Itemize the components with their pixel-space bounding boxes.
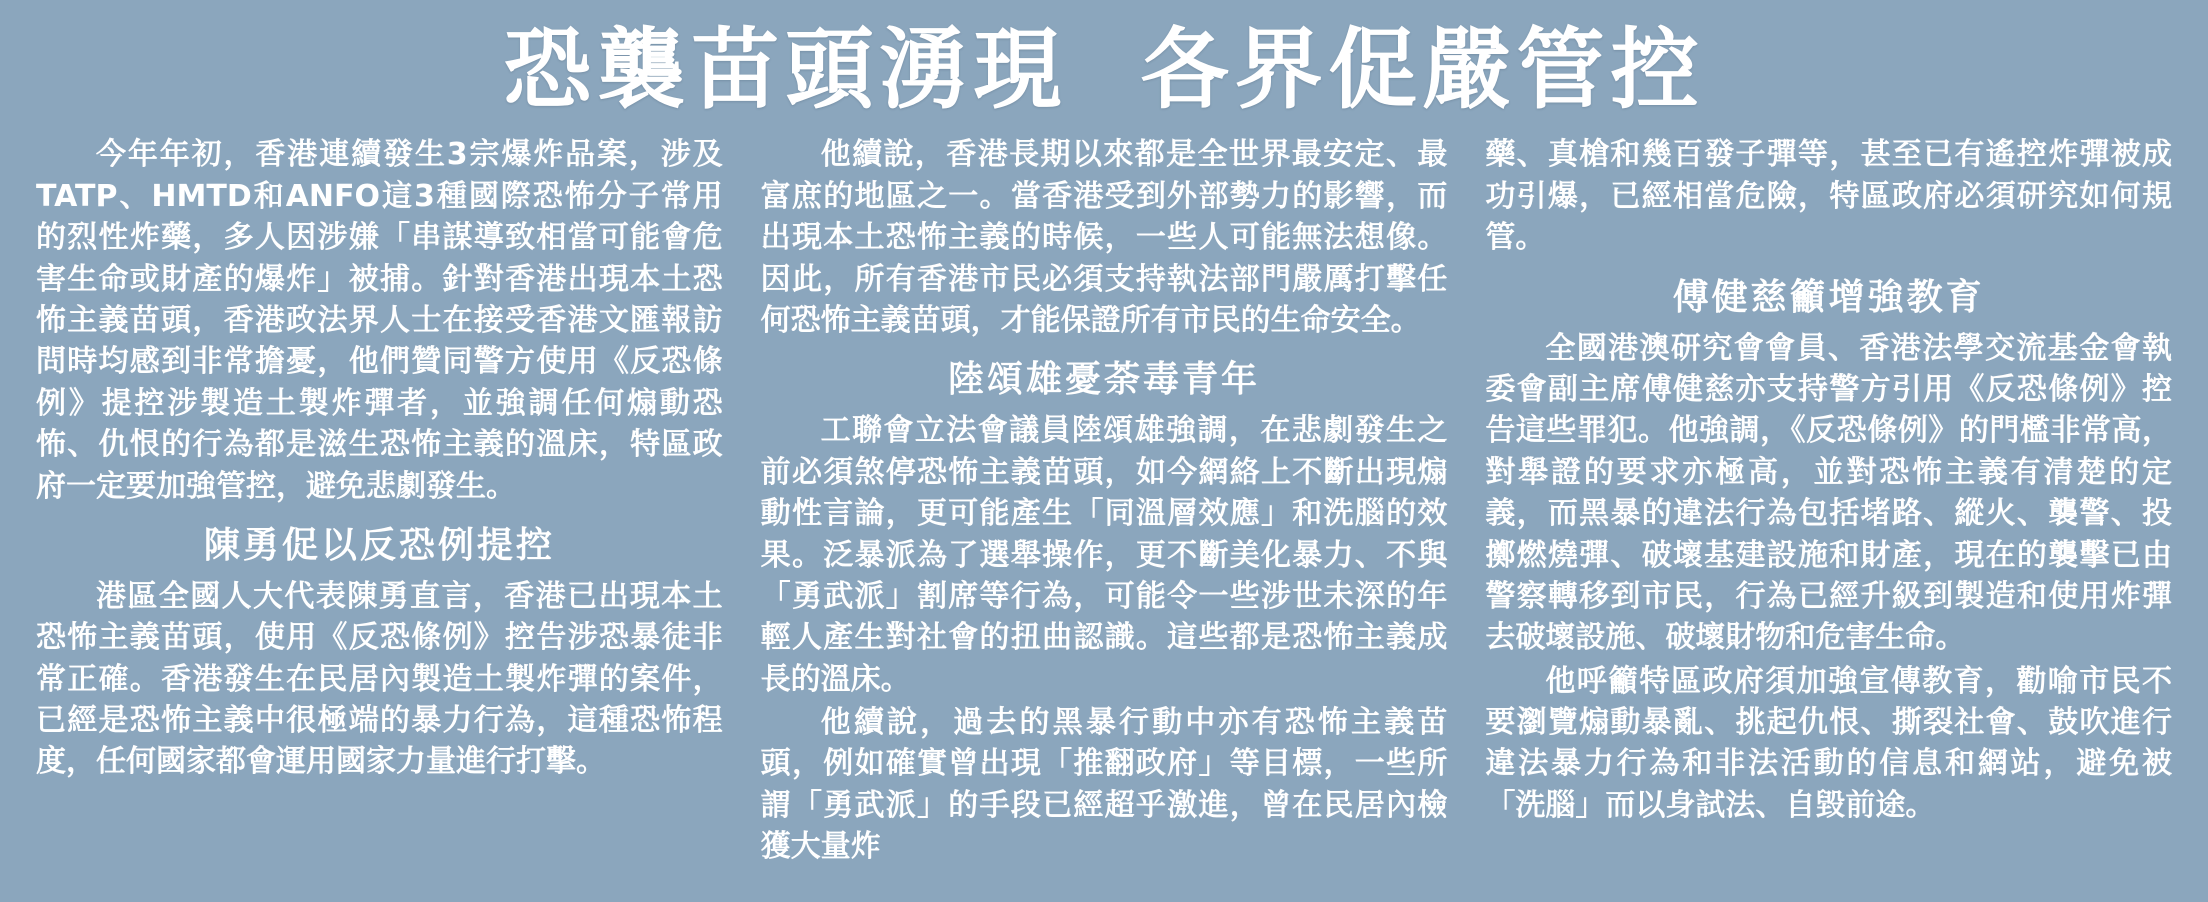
paragraph: 他續說，過去的黑暴行動中亦有恐怖主義苗頭，例如確實曾出現「推翻政府」等目標，一些所謂「勇武派」的手段已經超乎激進，曾在民居內檢獲大量炸 [760, 705, 1448, 865]
column-3-content [1485, 134, 2172, 826]
paragraph: 他續說，香港長期以來都是全世界最安定、最富庶的地區之一。當香港受到外部勢力的影響，而出現本土恐怖主義的時候，一些人可能無法想像。因此，所有香港市民必須支持執法部門嚴厲打擊任何恐怖主義苗頭，才能保證所有市民的生命安全。 [760, 137, 1448, 338]
paragraph: 工聯會立法會議員陸頌雄強調，在悲劇發生之前必須煞停恐怖主義苗頭，如今網絡上不斷出現煽動性言論，更可能產生「同溫層效應」和洗腦的效果。泛暴派為了選舉操作，更不斷美化暴力、不與「勇武派」割席等行為，可能令一些涉世未深的年輕人產生對社會的扭曲認識。這些都是恐怖主義成長的溫床。 [760, 413, 1448, 697]
section-subheading: 陳勇促以反恐例提控 [203, 524, 555, 566]
article-columns [36, 134, 2172, 869]
article-column-2 [761, 134, 1448, 869]
paragraph: 今年年初，香港連續發生3宗爆炸品案，涉及TATP、HMTD和ANFO這3種國際恐怖分子常用的烈性炸藥，多人因涉嫌「串謀導致相當可能會危害生命或財產的爆炸」被捕。針對香港出現本土恐怖主義苗頭，香港政法界人士在接受香港文匯報訪問時均感到非常擔憂，他們贊同警方使用《反恐條例》提控涉製造土製炸彈者，並強調任何煽動恐怖、仇恨的行為都是滋生恐怖主義的溫床，特區政府一定要加強管控，避免悲劇發生。 [36, 137, 723, 504]
paragraph: 他呼籲特區政府須加強宣傳教育，勸喻市民不要瀏覽煽動暴亂、挑起仇恨、撕裂社會、鼓吹進行違法暴力行為和非法活動的信息和網站，避免被「洗腦」而以身試法、自毀前途。 [1485, 663, 2173, 823]
page-headline: 恐襲苗頭湧現 各界促嚴管控 [503, 18, 1705, 121]
article-column-3 [1485, 134, 2172, 828]
column-2-content [761, 134, 1448, 867]
paragraph: 港區全國人大代表陳勇直言，香港已出現本土恐怖主義苗頭，使用《反恐條例》控告涉恐暴徒非常正確。香港發生在民居內製造土製炸彈的案件，已經是恐怖主義中很極端的暴力行為，這種恐怖程度，任何國家都會運用國家力量進行打擊。 [36, 578, 723, 780]
paragraph: 藥、真槍和幾百發子彈等，甚至已有遙控炸彈被成功引爆，已經相當危險，特區政府必須研究如何規管。 [1485, 137, 2173, 256]
section-subheading: 陸頌雄憂荼毒青年 [948, 359, 1261, 401]
paragraph: 全國港澳研究會會員、香港法學交流基金會執委會副主席傅健慈亦支持警方引用《反恐條例》控告這些罪犯。他強調，《反恐條例》的門檻非常高，對舉證的要求亦極高，並對恐怖主義有清楚的定義，而黑暴的違法行為包括堵路、縱火、襲警、投擲燃燒彈、破壞基建設施和財產，現在的襲擊已由警察轉移到市民，行為已經升級到製造和使用炸彈去破壞設施、破壞財物和危害生命。 [1485, 330, 2173, 656]
article-column-1 [36, 134, 723, 784]
section-subheading: 傅健慈籲增強教育 [1672, 276, 1985, 318]
column-1-content [36, 134, 723, 782]
